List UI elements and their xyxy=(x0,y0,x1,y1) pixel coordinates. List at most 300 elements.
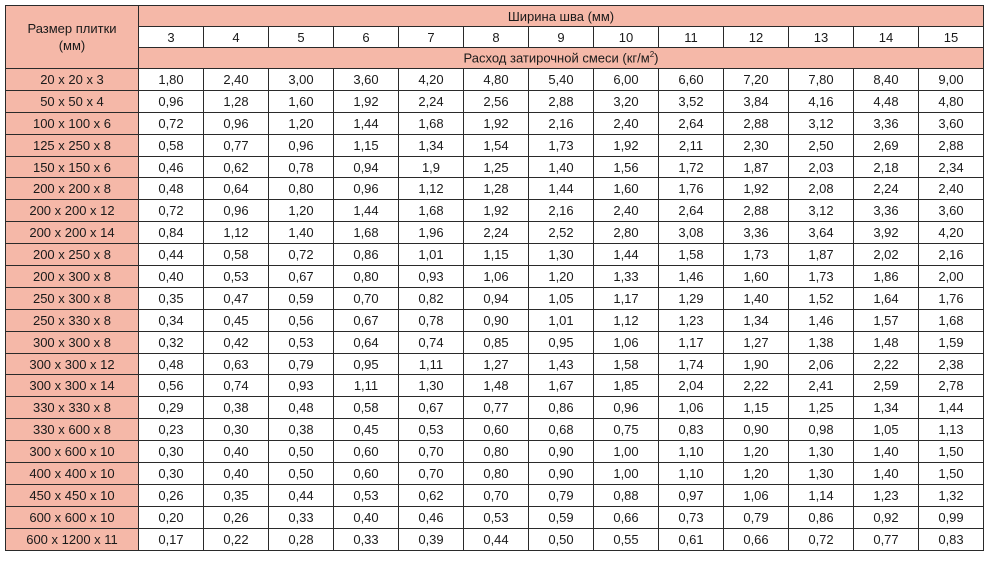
consumption-value-cell: 0,34 xyxy=(139,309,204,331)
consumption-value-cell: 0,59 xyxy=(529,506,594,528)
consumption-value-cell: 1,60 xyxy=(594,178,659,200)
joint-width-14: 14 xyxy=(854,27,919,48)
consumption-value-cell: 0,35 xyxy=(204,484,269,506)
consumption-value-cell: 2,88 xyxy=(529,90,594,112)
tile-size-cell: 450 х 450 х 10 xyxy=(6,484,139,506)
consumption-value-cell: 0,20 xyxy=(139,506,204,528)
consumption-value-cell: 1,05 xyxy=(854,419,919,441)
consumption-value-cell: 2,41 xyxy=(789,375,854,397)
consumption-value-cell: 3,12 xyxy=(789,200,854,222)
consumption-value-cell: 1,00 xyxy=(594,441,659,463)
joint-width-7: 7 xyxy=(399,27,464,48)
joint-width-header: Ширина шва (мм) xyxy=(139,6,984,27)
consumption-value-cell: 1,38 xyxy=(789,331,854,353)
consumption-value-cell: 3,20 xyxy=(594,90,659,112)
consumption-value-cell: 1,20 xyxy=(724,463,789,485)
consumption-value-cell: 3,84 xyxy=(724,90,789,112)
consumption-value-cell: 0,55 xyxy=(594,528,659,550)
consumption-value-cell: 0,86 xyxy=(334,244,399,266)
consumption-value-cell: 1,92 xyxy=(464,200,529,222)
consumption-value-cell: 2,59 xyxy=(854,375,919,397)
consumption-value-cell: 0,48 xyxy=(139,353,204,375)
consumption-value-cell: 0,60 xyxy=(334,441,399,463)
consumption-value-cell: 1,11 xyxy=(334,375,399,397)
consumption-value-cell: 1,33 xyxy=(594,266,659,288)
consumption-value-cell: 1,92 xyxy=(594,134,659,156)
consumption-value-cell: 2,06 xyxy=(789,353,854,375)
consumption-value-cell: 0,80 xyxy=(334,266,399,288)
consumption-value-cell: 2,04 xyxy=(659,375,724,397)
table-row xyxy=(6,353,984,375)
consumption-value-cell: 0,45 xyxy=(334,419,399,441)
table-row xyxy=(6,441,984,463)
consumption-value-cell: 0,74 xyxy=(204,375,269,397)
consumption-value-cell: 1,40 xyxy=(529,156,594,178)
consumption-value-cell: 1,87 xyxy=(724,156,789,178)
consumption-value-cell: 0,53 xyxy=(399,419,464,441)
consumption-value-cell: 0,30 xyxy=(204,419,269,441)
consumption-value-cell: 1,44 xyxy=(334,200,399,222)
table-row xyxy=(6,331,984,353)
consumption-value-cell: 0,50 xyxy=(269,463,334,485)
joint-width-15: 15 xyxy=(919,27,984,48)
joint-width-13: 13 xyxy=(789,27,854,48)
consumption-value-cell: 1,10 xyxy=(659,441,724,463)
consumption-value-cell: 1,06 xyxy=(659,397,724,419)
consumption-value-cell: 2,88 xyxy=(724,200,789,222)
tile-size-cell: 300 х 300 х 8 xyxy=(6,331,139,353)
table-body xyxy=(6,69,984,551)
consumption-value-cell: 2,88 xyxy=(724,112,789,134)
consumption-value-cell: 0,53 xyxy=(269,331,334,353)
consumption-value-cell: 2,64 xyxy=(659,112,724,134)
consumption-value-cell: 1,54 xyxy=(464,134,529,156)
consumption-value-cell: 1,20 xyxy=(269,200,334,222)
tile-size-cell: 400 х 400 х 10 xyxy=(6,463,139,485)
consumption-value-cell: 1,40 xyxy=(724,287,789,309)
consumption-value-cell: 1,68 xyxy=(334,222,399,244)
joint-width-4: 4 xyxy=(204,27,269,48)
consumption-value-cell: 1,27 xyxy=(724,331,789,353)
consumption-value-cell: 0,94 xyxy=(334,156,399,178)
tile-size-header xyxy=(6,6,139,69)
consumption-value-cell: 1,23 xyxy=(854,484,919,506)
table-row xyxy=(6,90,984,112)
consumption-value-cell: 7,80 xyxy=(789,69,854,91)
consumption-value-cell: 0,45 xyxy=(204,309,269,331)
consumption-value-cell: 2,11 xyxy=(659,134,724,156)
consumption-value-cell: 2,40 xyxy=(594,112,659,134)
grout-consumption-table-container xyxy=(5,5,984,551)
consumption-value-cell: 1,25 xyxy=(789,397,854,419)
consumption-value-cell: 0,66 xyxy=(724,528,789,550)
consumption-value-cell: 2,88 xyxy=(919,134,984,156)
consumption-value-cell: 1,06 xyxy=(464,266,529,288)
consumption-value-cell: 3,08 xyxy=(659,222,724,244)
consumption-value-cell: 4,20 xyxy=(919,222,984,244)
consumption-value-cell: 0,44 xyxy=(464,528,529,550)
consumption-value-cell: 0,72 xyxy=(139,200,204,222)
consumption-value-cell: 0,68 xyxy=(529,419,594,441)
consumption-value-cell: 0,39 xyxy=(399,528,464,550)
consumption-value-cell: 1,44 xyxy=(919,397,984,419)
consumption-value-cell: 2,80 xyxy=(594,222,659,244)
consumption-value-cell: 2,18 xyxy=(854,156,919,178)
consumption-value-cell: 0,64 xyxy=(204,178,269,200)
consumption-value-cell: 0,97 xyxy=(659,484,724,506)
table-row xyxy=(6,375,984,397)
consumption-value-cell: 1,52 xyxy=(789,287,854,309)
consumption-value-cell: 2,40 xyxy=(594,200,659,222)
tile-size-header-line2: (мм) xyxy=(58,38,86,53)
grout-consumption-table xyxy=(5,5,984,551)
consumption-value-cell: 5,40 xyxy=(529,69,594,91)
consumption-value-cell: 3,60 xyxy=(919,112,984,134)
consumption-value-cell: 0,67 xyxy=(334,309,399,331)
consumption-value-cell: 1,34 xyxy=(399,134,464,156)
consumption-value-cell: 0,98 xyxy=(789,419,854,441)
consumption-value-cell: 1,92 xyxy=(724,178,789,200)
consumption-value-cell: 0,66 xyxy=(594,506,659,528)
consumption-value-cell: 1,73 xyxy=(724,244,789,266)
consumption-value-cell: 2,69 xyxy=(854,134,919,156)
tile-size-cell: 200 х 300 х 8 xyxy=(6,266,139,288)
consumption-value-cell: 3,12 xyxy=(789,112,854,134)
consumption-value-cell: 0,58 xyxy=(139,134,204,156)
consumption-value-cell: 1,90 xyxy=(724,353,789,375)
consumption-value-cell: 1,23 xyxy=(659,309,724,331)
consumption-value-cell: 1,01 xyxy=(399,244,464,266)
consumption-value-cell: 3,36 xyxy=(854,200,919,222)
consumption-value-cell: 0,95 xyxy=(529,331,594,353)
consumption-value-cell: 8,40 xyxy=(854,69,919,91)
tile-size-cell: 250 х 300 х 8 xyxy=(6,287,139,309)
consumption-value-cell: 2,24 xyxy=(399,90,464,112)
consumption-value-cell: 0,59 xyxy=(269,287,334,309)
consumption-value-cell: 1,20 xyxy=(269,112,334,134)
consumption-value-cell: 0,47 xyxy=(204,287,269,309)
consumption-value-cell: 1,58 xyxy=(659,244,724,266)
joint-width-10: 10 xyxy=(594,27,659,48)
table-row xyxy=(6,156,984,178)
consumption-value-cell: 0,33 xyxy=(269,506,334,528)
consumption-value-cell: 2,38 xyxy=(919,353,984,375)
consumption-value-cell: 0,75 xyxy=(594,419,659,441)
consumption-value-cell: 1,11 xyxy=(399,353,464,375)
consumption-value-cell: 2,64 xyxy=(659,200,724,222)
consumption-value-cell: 0,88 xyxy=(594,484,659,506)
consumption-value-cell: 1,12 xyxy=(594,309,659,331)
consumption-value-cell: 0,44 xyxy=(139,244,204,266)
consumption-value-cell: 7,20 xyxy=(724,69,789,91)
consumption-value-cell: 1,68 xyxy=(919,309,984,331)
consumption-value-cell: 0,63 xyxy=(204,353,269,375)
consumption-value-cell: 0,73 xyxy=(659,506,724,528)
table-row xyxy=(6,484,984,506)
consumption-header-text: Расход затирочной смеси (кг/м xyxy=(463,50,650,66)
tile-size-cell: 50 х 50 х 4 xyxy=(6,90,139,112)
consumption-value-cell: 0,46 xyxy=(399,506,464,528)
consumption-value-cell: 0,40 xyxy=(139,266,204,288)
consumption-value-cell: 0,46 xyxy=(139,156,204,178)
table-row xyxy=(6,528,984,550)
consumption-value-cell: 0,28 xyxy=(269,528,334,550)
consumption-value-cell: 0,23 xyxy=(139,419,204,441)
consumption-value-cell: 1,32 xyxy=(919,484,984,506)
consumption-value-cell: 0,77 xyxy=(464,397,529,419)
consumption-value-cell: 4,48 xyxy=(854,90,919,112)
consumption-value-cell: 0,38 xyxy=(204,397,269,419)
tile-size-cell: 200 х 200 х 14 xyxy=(6,222,139,244)
consumption-value-cell: 0,35 xyxy=(139,287,204,309)
consumption-value-cell: 1,74 xyxy=(659,353,724,375)
consumption-value-cell: 0,90 xyxy=(529,441,594,463)
tile-size-cell: 600 х 1200 х 11 xyxy=(6,528,139,550)
joint-width-values-row xyxy=(6,27,984,48)
consumption-value-cell: 1,76 xyxy=(919,287,984,309)
consumption-value-cell: 0,60 xyxy=(334,463,399,485)
tile-size-cell: 200 х 200 х 12 xyxy=(6,200,139,222)
consumption-value-cell: 0,70 xyxy=(399,463,464,485)
consumption-value-cell: 0,17 xyxy=(139,528,204,550)
consumption-value-cell: 1,30 xyxy=(789,441,854,463)
consumption-value-cell: 0,77 xyxy=(204,134,269,156)
consumption-value-cell: 0,93 xyxy=(269,375,334,397)
consumption-value-cell: 0,86 xyxy=(789,506,854,528)
consumption-value-cell: 1,50 xyxy=(919,463,984,485)
consumption-value-cell: 1,85 xyxy=(594,375,659,397)
consumption-value-cell: 0,96 xyxy=(594,397,659,419)
consumption-value-cell: 1,25 xyxy=(464,156,529,178)
consumption-value-cell: 0,95 xyxy=(334,353,399,375)
tile-size-cell: 100 х 100 х 6 xyxy=(6,112,139,134)
consumption-value-cell: 0,30 xyxy=(139,463,204,485)
consumption-value-cell: 0,67 xyxy=(399,397,464,419)
consumption-value-cell: 1,29 xyxy=(659,287,724,309)
consumption-value-cell: 1,15 xyxy=(464,244,529,266)
consumption-value-cell: 9,00 xyxy=(919,69,984,91)
joint-width-5: 5 xyxy=(269,27,334,48)
consumption-value-cell: 1,48 xyxy=(854,331,919,353)
consumption-value-cell: 1,56 xyxy=(594,156,659,178)
consumption-value-cell: 0,70 xyxy=(464,484,529,506)
consumption-value-cell: 0,83 xyxy=(659,419,724,441)
consumption-value-cell: 0,48 xyxy=(139,178,204,200)
consumption-value-cell: 1,68 xyxy=(399,112,464,134)
consumption-value-cell: 0,30 xyxy=(139,441,204,463)
consumption-value-cell: 0,67 xyxy=(269,266,334,288)
consumption-value-cell: 0,42 xyxy=(204,331,269,353)
consumption-value-cell: 3,60 xyxy=(919,200,984,222)
consumption-value-cell: 1,12 xyxy=(399,178,464,200)
consumption-value-cell: 3,36 xyxy=(724,222,789,244)
consumption-value-cell: 0,50 xyxy=(269,441,334,463)
table-row xyxy=(6,222,984,244)
consumption-value-cell: 1,28 xyxy=(464,178,529,200)
tile-size-cell: 200 х 200 х 8 xyxy=(6,178,139,200)
consumption-value-cell: 0,99 xyxy=(919,506,984,528)
consumption-value-cell: 3,64 xyxy=(789,222,854,244)
consumption-value-cell: 2,40 xyxy=(204,69,269,91)
consumption-header-sup: 2 xyxy=(649,50,655,60)
consumption-value-cell: 2,02 xyxy=(854,244,919,266)
tile-size-header-line1: Размер плитки xyxy=(27,21,117,36)
consumption-value-cell: 4,80 xyxy=(464,69,529,91)
consumption-value-cell: 1,30 xyxy=(399,375,464,397)
consumption-value-cell: 6,60 xyxy=(659,69,724,91)
table-row xyxy=(6,178,984,200)
consumption-value-cell: 0,90 xyxy=(529,463,594,485)
consumption-value-cell: 0,22 xyxy=(204,528,269,550)
consumption-value-cell: 2,22 xyxy=(724,375,789,397)
consumption-value-cell: 1,28 xyxy=(204,90,269,112)
consumption-value-cell: 0,85 xyxy=(464,331,529,353)
consumption-value-cell: 1,57 xyxy=(854,309,919,331)
consumption-value-cell: 1,73 xyxy=(529,134,594,156)
consumption-value-cell: 0,90 xyxy=(464,309,529,331)
table-row xyxy=(6,506,984,528)
consumption-value-cell: 0,80 xyxy=(269,178,334,200)
consumption-value-cell: 1,73 xyxy=(789,266,854,288)
consumption-value-cell: 0,56 xyxy=(139,375,204,397)
consumption-value-cell: 0,61 xyxy=(659,528,724,550)
consumption-value-cell: 0,77 xyxy=(854,528,919,550)
consumption-value-cell: 0,40 xyxy=(204,441,269,463)
tile-size-cell: 300 х 300 х 14 xyxy=(6,375,139,397)
consumption-value-cell: 2,16 xyxy=(529,200,594,222)
consumption-value-cell: 0,40 xyxy=(204,463,269,485)
consumption-value-cell: 0,94 xyxy=(464,287,529,309)
consumption-value-cell: 1,34 xyxy=(854,397,919,419)
consumption-value-cell: 0,84 xyxy=(139,222,204,244)
consumption-value-cell: 1,17 xyxy=(594,287,659,309)
consumption-value-cell: 0,80 xyxy=(464,463,529,485)
consumption-value-cell: 1,60 xyxy=(724,266,789,288)
header-title-row xyxy=(6,6,984,27)
consumption-value-cell: 0,93 xyxy=(399,266,464,288)
table-row xyxy=(6,266,984,288)
consumption-value-cell: 1,06 xyxy=(594,331,659,353)
table-row xyxy=(6,112,984,134)
consumption-value-cell: 2,24 xyxy=(854,178,919,200)
consumption-value-cell: 0,96 xyxy=(269,134,334,156)
consumption-value-cell: 1,40 xyxy=(854,463,919,485)
tile-size-cell: 125 х 250 х 8 xyxy=(6,134,139,156)
tile-size-cell: 600 х 600 х 10 xyxy=(6,506,139,528)
joint-width-8: 8 xyxy=(464,27,529,48)
consumption-value-cell: 1,27 xyxy=(464,353,529,375)
consumption-value-cell: 2,00 xyxy=(919,266,984,288)
table-row xyxy=(6,69,984,91)
consumption-value-cell: 0,96 xyxy=(204,112,269,134)
consumption-value-cell: 4,16 xyxy=(789,90,854,112)
consumption-value-cell: 0,72 xyxy=(139,112,204,134)
consumption-value-cell: 1,44 xyxy=(334,112,399,134)
consumption-value-cell: 1,67 xyxy=(529,375,594,397)
consumption-value-cell: 0,50 xyxy=(529,528,594,550)
consumption-value-cell: 1,40 xyxy=(854,441,919,463)
joint-width-11: 11 xyxy=(659,27,724,48)
consumption-value-cell: 0,53 xyxy=(464,506,529,528)
consumption-value-cell: 1,30 xyxy=(789,463,854,485)
consumption-value-cell: 1,10 xyxy=(659,463,724,485)
consumption-value-cell: 1,92 xyxy=(464,112,529,134)
consumption-value-cell: 2,56 xyxy=(464,90,529,112)
consumption-value-cell: 1,44 xyxy=(529,178,594,200)
consumption-value-cell: 1,72 xyxy=(659,156,724,178)
consumption-value-cell: 1,14 xyxy=(789,484,854,506)
consumption-value-cell: 1,00 xyxy=(594,463,659,485)
consumption-value-cell: 0,56 xyxy=(269,309,334,331)
consumption-value-cell: 1,40 xyxy=(269,222,334,244)
table-row xyxy=(6,463,984,485)
consumption-value-cell: 0,72 xyxy=(269,244,334,266)
consumption-value-cell: 2,24 xyxy=(464,222,529,244)
consumption-value-cell: 0,64 xyxy=(334,331,399,353)
consumption-value-cell: 2,50 xyxy=(789,134,854,156)
consumption-value-cell: 1,43 xyxy=(529,353,594,375)
tile-size-cell: 330 х 600 х 8 xyxy=(6,419,139,441)
consumption-value-cell: 1,17 xyxy=(659,331,724,353)
consumption-value-cell: 0,86 xyxy=(529,397,594,419)
consumption-value-cell: 0,96 xyxy=(139,90,204,112)
consumption-value-cell: 2,16 xyxy=(919,244,984,266)
tile-size-cell: 300 х 600 х 10 xyxy=(6,441,139,463)
consumption-value-cell: 2,52 xyxy=(529,222,594,244)
consumption-value-cell: 2,78 xyxy=(919,375,984,397)
consumption-value-cell: 0,60 xyxy=(464,419,529,441)
table-header xyxy=(6,6,984,69)
consumption-value-cell: 1,05 xyxy=(529,287,594,309)
consumption-value-cell: 6,00 xyxy=(594,69,659,91)
consumption-header-row xyxy=(6,48,984,69)
consumption-value-cell: 3,36 xyxy=(854,112,919,134)
consumption-value-cell: 1,30 xyxy=(529,244,594,266)
consumption-value-cell: 0,72 xyxy=(789,528,854,550)
consumption-value-cell: 0,78 xyxy=(269,156,334,178)
consumption-value-cell: 0,78 xyxy=(399,309,464,331)
joint-width-3: 3 xyxy=(139,27,204,48)
consumption-value-cell: 1,87 xyxy=(789,244,854,266)
consumption-value-cell: 1,80 xyxy=(139,69,204,91)
consumption-value-cell: 0,96 xyxy=(334,178,399,200)
table-row xyxy=(6,397,984,419)
consumption-value-cell: 0,48 xyxy=(269,397,334,419)
consumption-value-cell: 1,01 xyxy=(529,309,594,331)
table-row xyxy=(6,244,984,266)
consumption-value-cell: 3,60 xyxy=(334,69,399,91)
table-row xyxy=(6,134,984,156)
consumption-value-cell: 1,9 xyxy=(399,156,464,178)
tile-size-cell: 200 х 250 х 8 xyxy=(6,244,139,266)
consumption-value-cell: 1,20 xyxy=(724,441,789,463)
tile-size-cell: 20 х 20 х 3 xyxy=(6,69,139,91)
consumption-value-cell: 0,79 xyxy=(529,484,594,506)
consumption-value-cell: 2,30 xyxy=(724,134,789,156)
consumption-value-cell: 0,80 xyxy=(464,441,529,463)
consumption-value-cell: 1,68 xyxy=(399,200,464,222)
consumption-value-cell: 1,34 xyxy=(724,309,789,331)
consumption-value-cell: 1,92 xyxy=(334,90,399,112)
consumption-value-cell: 0,83 xyxy=(919,528,984,550)
consumption-value-cell: 3,52 xyxy=(659,90,724,112)
consumption-value-cell: 1,64 xyxy=(854,287,919,309)
consumption-value-cell: 1,48 xyxy=(464,375,529,397)
consumption-value-cell: 1,15 xyxy=(724,397,789,419)
joint-width-12: 12 xyxy=(724,27,789,48)
consumption-value-cell: 1,20 xyxy=(529,266,594,288)
consumption-header-end: ) xyxy=(654,50,659,66)
